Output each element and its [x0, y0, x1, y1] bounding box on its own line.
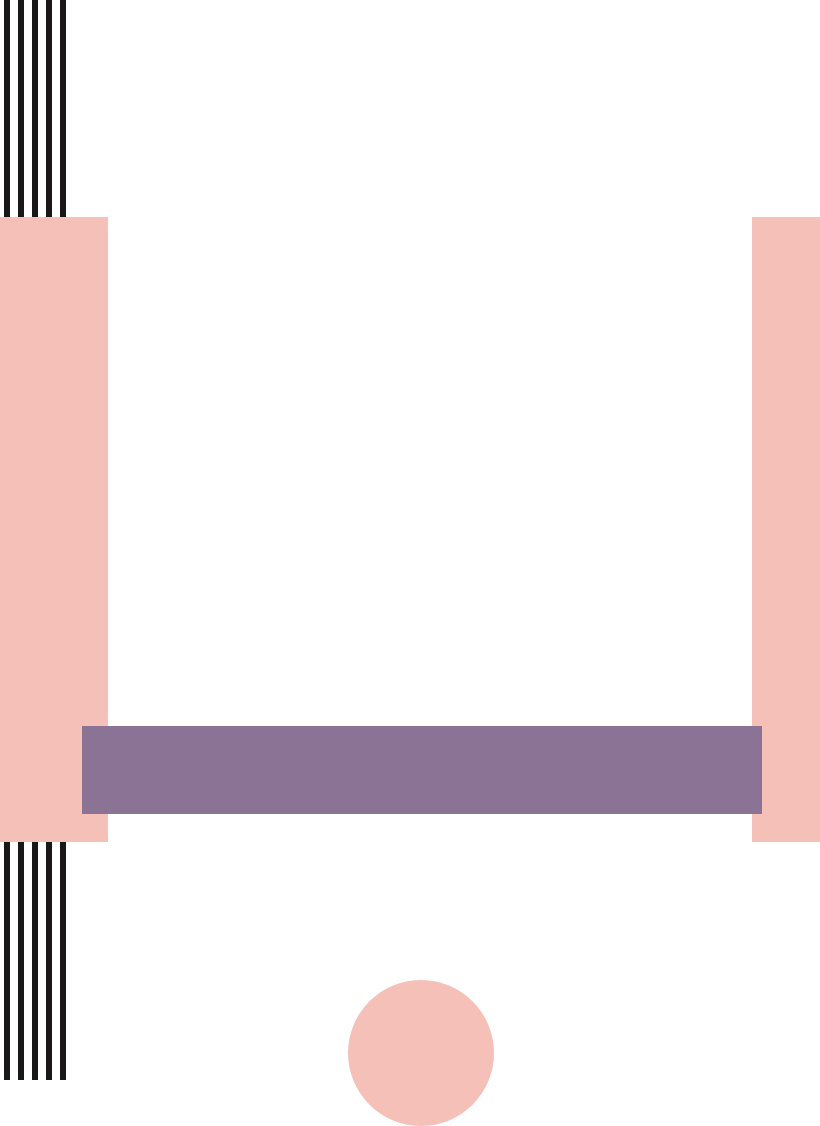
page-number-circle	[348, 980, 494, 1126]
pink-panel-right	[752, 217, 820, 842]
chapter-heading-banner	[82, 726, 762, 814]
text-column-background	[108, 0, 752, 1080]
